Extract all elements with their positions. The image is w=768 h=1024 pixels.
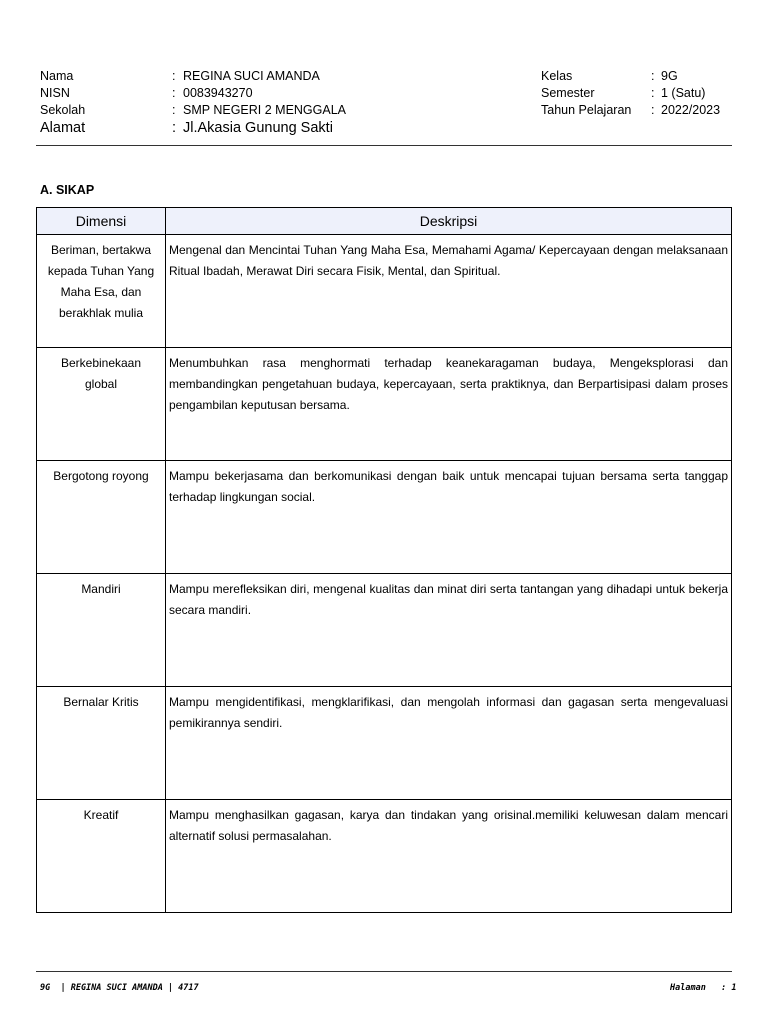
dimensi-cell: Kreatif	[37, 800, 166, 913]
dimensi-cell: Bernalar Kritis	[37, 687, 166, 800]
nama-label: Nama	[40, 69, 74, 83]
table-row	[37, 800, 732, 913]
footer-page-number: Halaman : 1	[670, 983, 737, 993]
kelas-value: 9G	[661, 69, 678, 83]
kelas-colon: :	[651, 69, 655, 83]
nisn-label: NISN	[40, 86, 70, 100]
header-divider	[36, 145, 732, 146]
alamat-colon: :	[172, 120, 177, 136]
kelas-label: Kelas	[541, 69, 573, 83]
sekolah-label: Sekolah	[40, 103, 86, 117]
deskripsi-cell: Mengenal dan Mencintai Tuhan Yang Maha Esa, Memahami Agama/ Kepercayaan dengan melaksanaan Ritual Ibadah, Merawat Diri secara Fisik, Mental, dan Spiritual.	[166, 235, 732, 348]
semester-value: 1 (Satu)	[661, 86, 706, 100]
tahun-pelajaran-colon: :	[651, 103, 655, 117]
dimensi-cell: Bergotong royong	[37, 461, 166, 574]
sekolah-colon: :	[172, 103, 176, 117]
table-row	[37, 574, 732, 687]
deskripsi-cell: Menumbuhkan rasa menghormati terhadap keanekaragaman budaya, Mengeksplorasi dan membandingkan pengetahuan budaya, kepercayaan, serta praktiknya, dan Berpartisipasi dalam proses pengambilan keputusan bersama.	[166, 348, 732, 461]
column-header-deskripsi: Deskripsi	[166, 208, 732, 235]
table-row	[37, 348, 732, 461]
table-row	[37, 461, 732, 574]
nisn-value: 0083943270	[183, 86, 253, 100]
dimensi-cell: Berkebinekaan global	[37, 348, 166, 461]
column-header-dimensi: Dimensi	[37, 208, 166, 235]
nama-value: REGINA SUCI AMANDA	[183, 69, 320, 83]
footer-divider	[36, 971, 732, 972]
section-title: A. SIKAP	[40, 183, 95, 197]
alamat-value: Jl.Akasia Gunung Sakti	[183, 120, 333, 136]
tahun-pelajaran-label: Tahun Pelajaran	[541, 103, 632, 117]
table-header-row	[37, 208, 732, 235]
deskripsi-cell: Mampu bekerjasama dan berkomunikasi dengan baik untuk mencapai tujuan bersama serta tanggap terhadap lingkungan social.	[166, 461, 732, 574]
sekolah-value: SMP NEGERI 2 MENGGALA	[183, 103, 347, 117]
tahun-pelajaran-value: 2022/2023	[661, 103, 721, 117]
deskripsi-cell: Mampu merefleksikan diri, mengenal kualitas dan minat diri serta tantangan yang dihadapi untuk bekerja secara mandiri.	[166, 574, 732, 687]
sikap-table	[36, 207, 732, 913]
dimensi-cell: Mandiri	[37, 574, 166, 687]
deskripsi-cell: Mampu mengidentifikasi, mengklarifikasi, dan mengolah informasi dan gagasan serta mengevaluasi pemikirannya sendiri.	[166, 687, 732, 800]
semester-label: Semester	[541, 86, 595, 100]
nisn-colon: :	[172, 86, 176, 100]
dimensi-cell: Beriman, bertakwa kepada Tuhan Yang Maha Esa, dan berakhlak mulia	[37, 235, 166, 348]
deskripsi-cell: Mampu menghasilkan gagasan, karya dan tindakan yang orisinal.memiliki keluwesan dalam mencari alternatif solusi permasalahan.	[166, 800, 732, 913]
footer-student-info: 9G | REGINA SUCI AMANDA | 4717	[40, 983, 199, 993]
table-row	[37, 687, 732, 800]
nama-colon: :	[172, 69, 176, 83]
alamat-label: Alamat	[40, 120, 86, 136]
table-row	[37, 235, 732, 348]
semester-colon: :	[651, 86, 655, 100]
